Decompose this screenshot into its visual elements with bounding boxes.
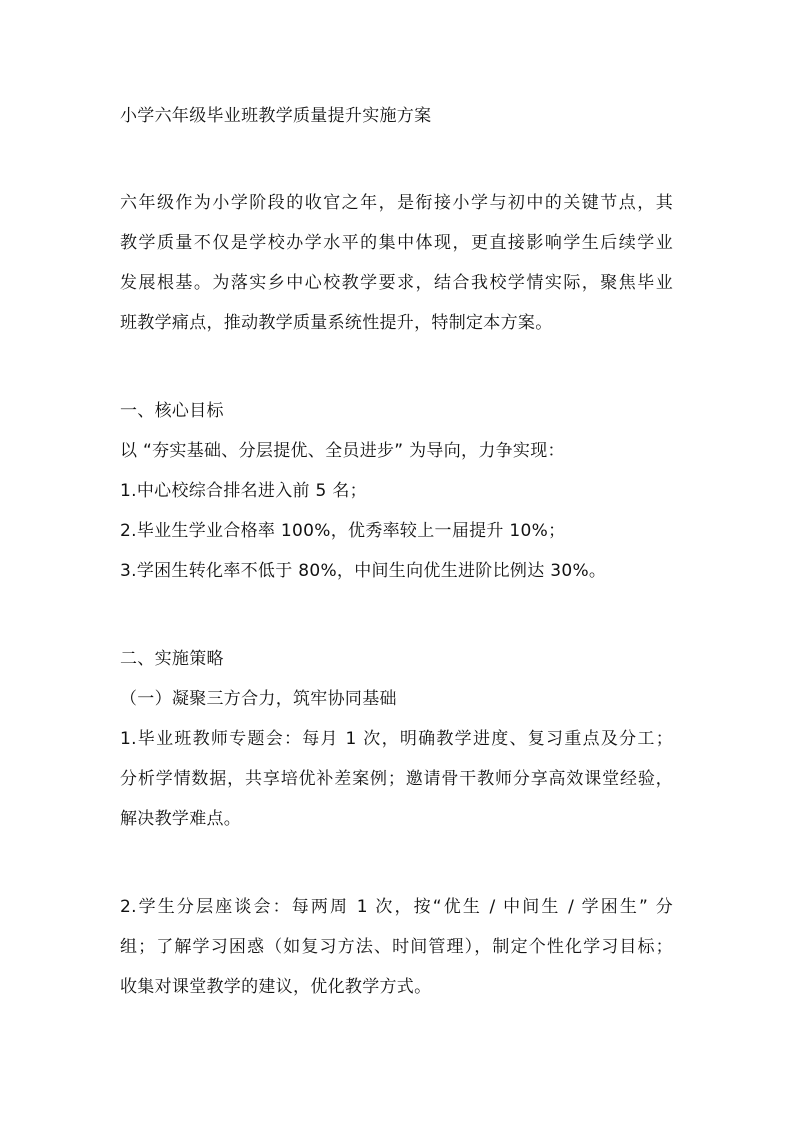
section1-lead: 以 “夯实基础、分层提优、全员进步” 为导向，力争实现： (120, 441, 565, 461)
goal-item-3: 3.学困生转化率不低于 80%，中间生向优生进阶比例达 30%。 (120, 561, 607, 581)
strategy1-line-1: 1.毕业班教师专题会：每月 1 次，明确教学进度、复习重点及分工； (120, 729, 673, 749)
section1-heading: 一、核心目标 (120, 401, 224, 421)
intro-line-2: 教学质量不仅是学校办学水平的集中体现，更直接影响学生后续学业 (120, 233, 673, 253)
strategy2-line-2: 组；了解学习困惑（如复习方法、时间管理），制定个性化学习目标； (120, 937, 673, 957)
strategy2-line-1: 2.学生分层座谈会：每两周 1 次，按“优生 / 中间生 / 学困生” 分 (120, 897, 673, 917)
document-title: 小学六年级毕业班教学质量提升实施方案 (120, 106, 432, 126)
section2-subheading: （一）凝聚三方合力，筑牢协同基础 (120, 689, 397, 709)
strategy1-line-2: 分析学情数据，共享培优补差案例；邀请骨干教师分享高效课堂经验， (120, 769, 673, 789)
intro-line-4: 班教学痛点，推动教学质量系统性提升，特制定本方案。 (120, 313, 553, 333)
intro-line-3: 发展根基。为落实乡中心校教学要求，结合我校学情实际，聚焦毕业 (120, 273, 673, 293)
section2-heading: 二、实施策略 (120, 649, 224, 669)
intro-line-1: 六年级作为小学阶段的收官之年，是衔接小学与初中的关键节点，其 (120, 193, 673, 213)
goal-item-1: 1.中心校综合排名进入前 5 名； (120, 481, 367, 501)
strategy1-line-3: 解决教学难点。 (120, 809, 242, 829)
goal-item-2: 2.毕业生学业合格率 100%，优秀率较上一届提升 10%； (120, 521, 566, 541)
strategy2-line-3: 收集对课堂教学的建议，优化教学方式。 (120, 977, 432, 997)
